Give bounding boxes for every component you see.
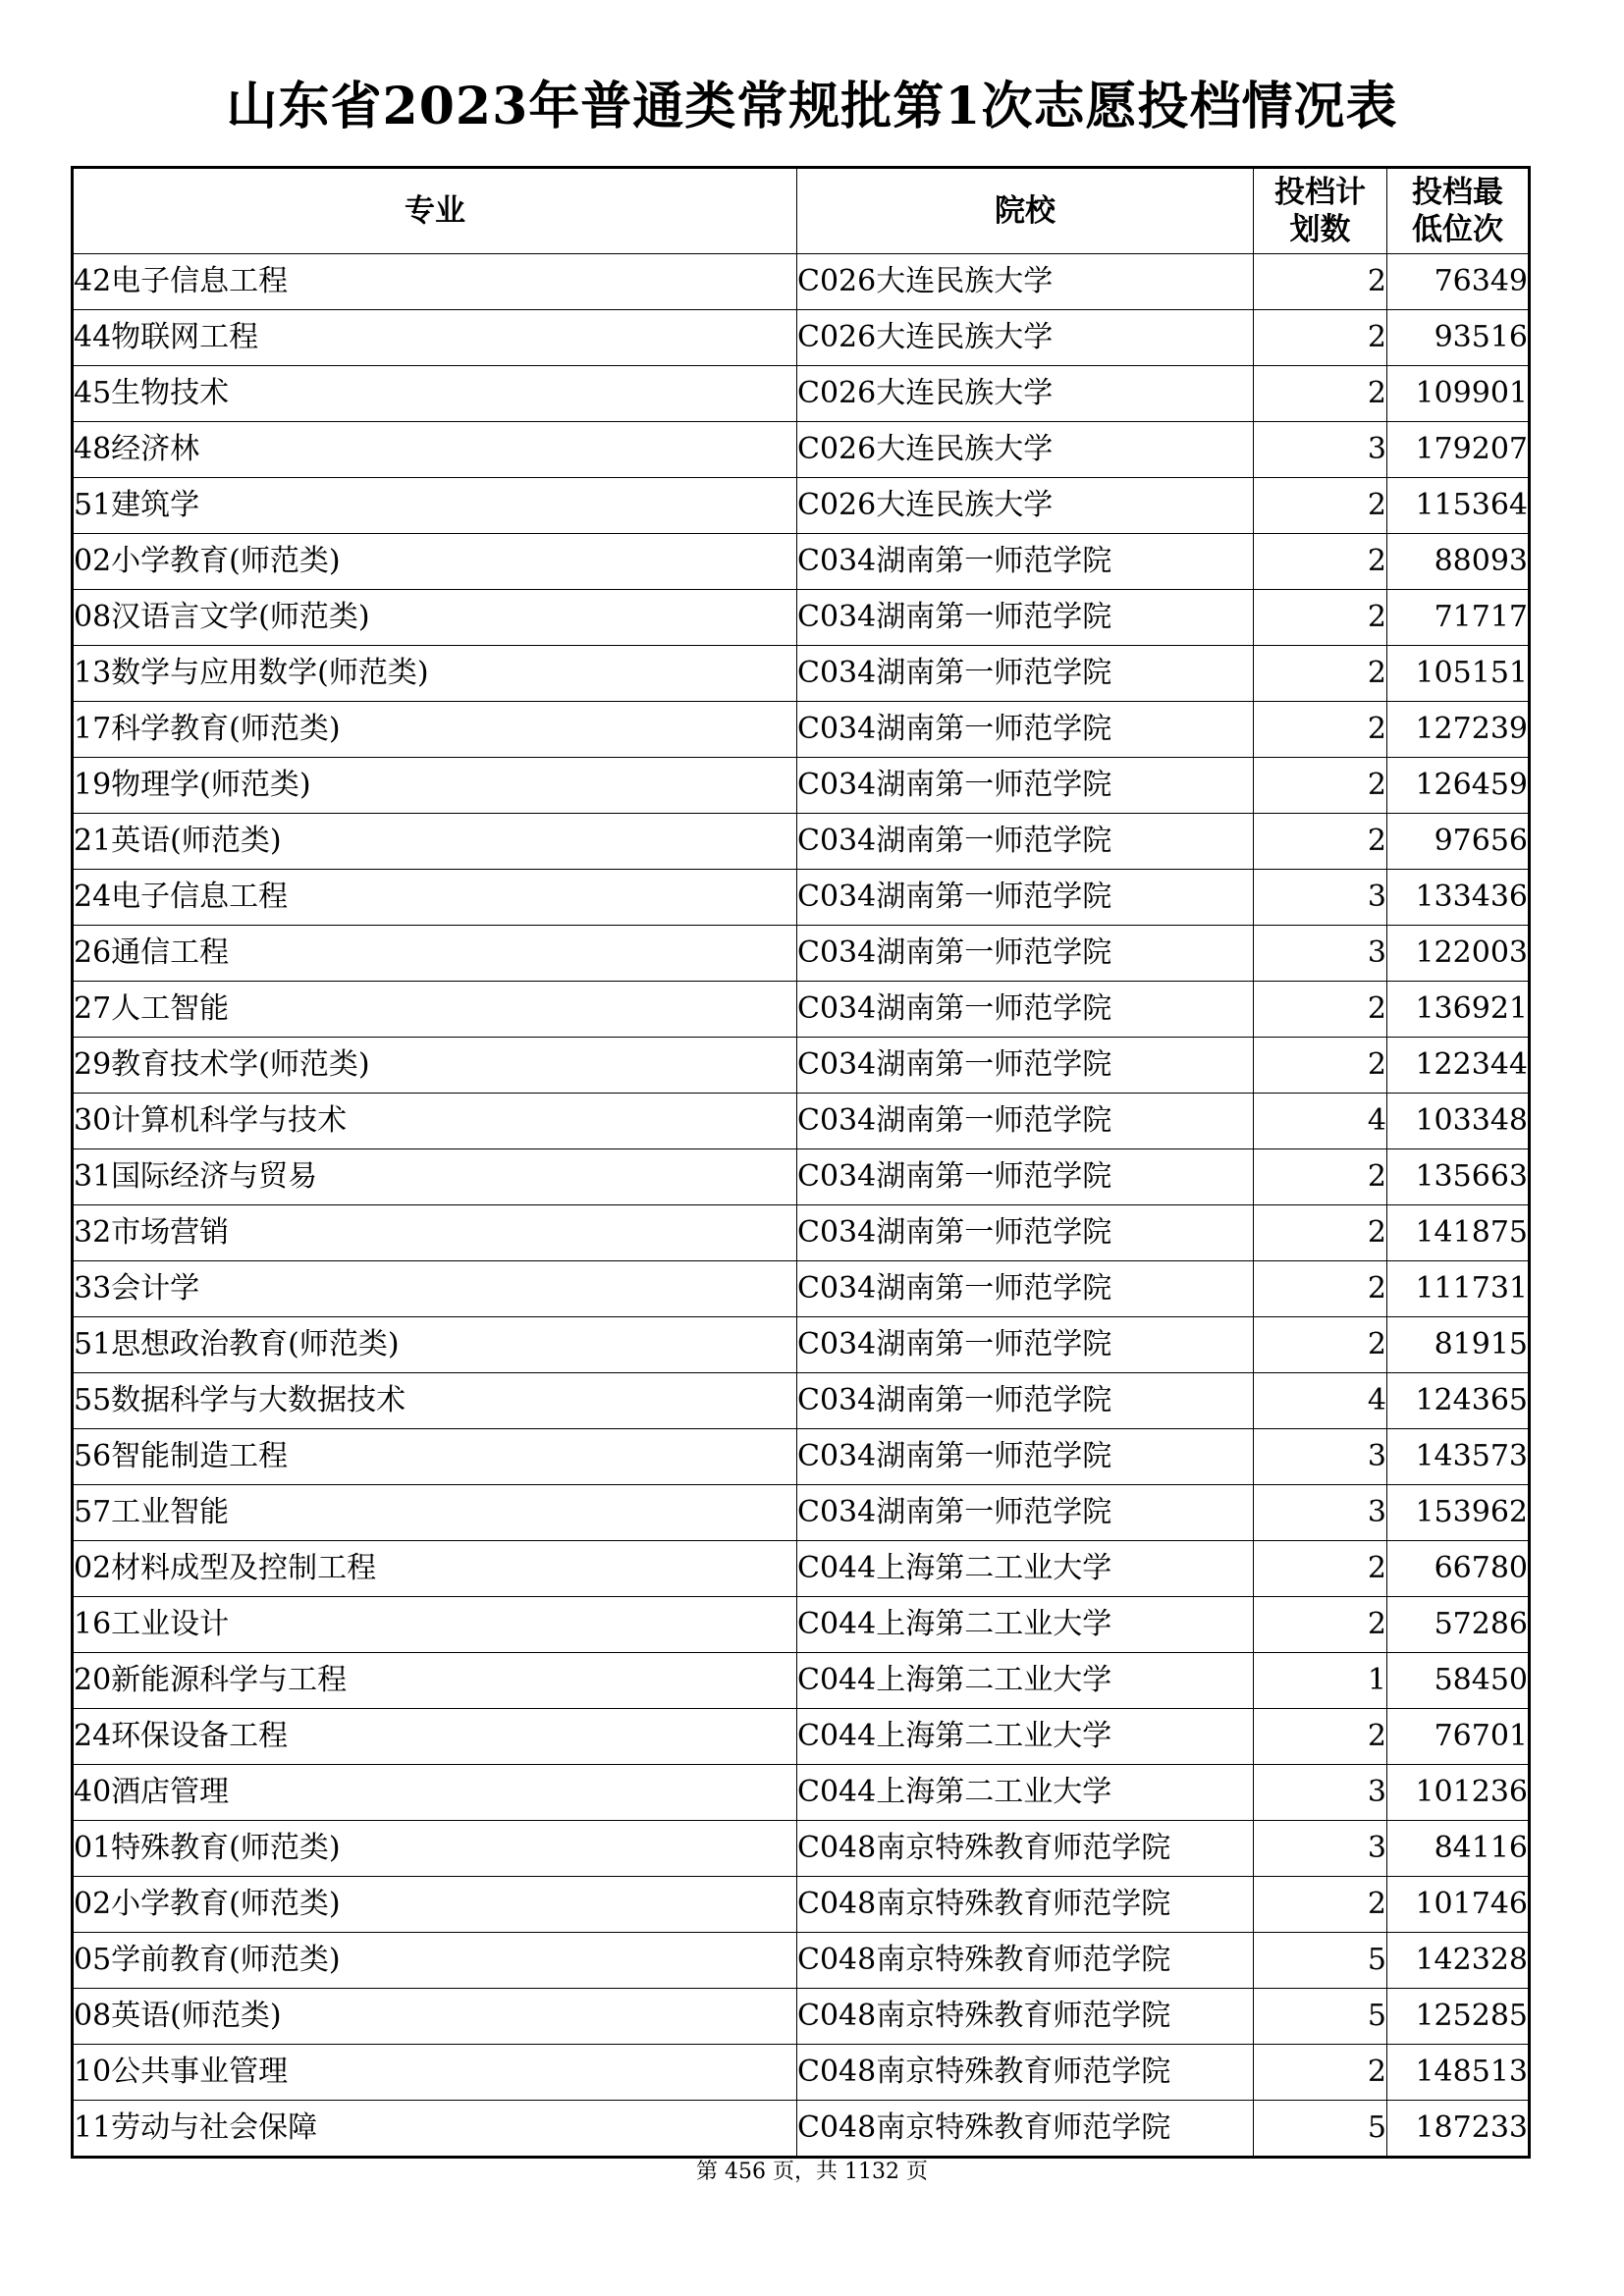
table-row bbox=[73, 926, 1530, 982]
plan-count-cell: 2 bbox=[1254, 1205, 1387, 1261]
major-cell: 17科学教育(师范类) bbox=[73, 702, 797, 758]
lowest-rank-cell: 153962 bbox=[1387, 1485, 1530, 1541]
plan-count-cell: 2 bbox=[1254, 1317, 1387, 1373]
major-cell: 33会计学 bbox=[73, 1261, 797, 1317]
plan-count-cell: 3 bbox=[1254, 870, 1387, 926]
lowest-rank-cell: 66780 bbox=[1387, 1541, 1530, 1597]
lowest-rank-cell: 133436 bbox=[1387, 870, 1530, 926]
table-row bbox=[73, 1989, 1530, 2045]
major-cell: 08英语(师范类) bbox=[73, 1989, 797, 2045]
plan-count-cell: 2 bbox=[1254, 590, 1387, 646]
lowest-rank-cell: 58450 bbox=[1387, 1653, 1530, 1709]
table-row bbox=[73, 1877, 1530, 1933]
lowest-rank-cell: 111731 bbox=[1387, 1261, 1530, 1317]
table-row bbox=[73, 1317, 1530, 1373]
plan-count-cell: 2 bbox=[1254, 1149, 1387, 1205]
table-row bbox=[73, 478, 1530, 534]
major-cell: 56智能制造工程 bbox=[73, 1429, 797, 1485]
major-cell: 13数学与应用数学(师范类) bbox=[73, 646, 797, 702]
header-rank-line1: 投档最 bbox=[1412, 175, 1503, 210]
plan-count-cell: 2 bbox=[1254, 1261, 1387, 1317]
lowest-rank-cell: 122344 bbox=[1387, 1038, 1530, 1094]
table-row bbox=[73, 1765, 1530, 1821]
lowest-rank-cell: 136921 bbox=[1387, 982, 1530, 1038]
plan-count-cell: 2 bbox=[1254, 478, 1387, 534]
table-row bbox=[73, 1597, 1530, 1653]
school-cell: C034湖南第一师范学院 bbox=[797, 926, 1254, 982]
school-cell: C034湖南第一师范学院 bbox=[797, 982, 1254, 1038]
lowest-rank-cell: 101236 bbox=[1387, 1765, 1530, 1821]
table-row bbox=[73, 1429, 1530, 1485]
plan-count-cell: 2 bbox=[1254, 646, 1387, 702]
school-cell: C034湖南第一师范学院 bbox=[797, 1429, 1254, 1485]
school-cell: C026大连民族大学 bbox=[797, 478, 1254, 534]
school-cell: C026大连民族大学 bbox=[797, 254, 1254, 310]
table-row bbox=[73, 1261, 1530, 1317]
plan-count-cell: 3 bbox=[1254, 1429, 1387, 1485]
table-row bbox=[73, 1373, 1530, 1429]
school-cell: C044上海第二工业大学 bbox=[797, 1709, 1254, 1765]
lowest-rank-cell: 93516 bbox=[1387, 310, 1530, 366]
table-row bbox=[73, 1933, 1530, 1989]
lowest-rank-cell: 124365 bbox=[1387, 1373, 1530, 1429]
school-cell: C044上海第二工业大学 bbox=[797, 1597, 1254, 1653]
school-cell: C044上海第二工业大学 bbox=[797, 1653, 1254, 1709]
school-cell: C044上海第二工业大学 bbox=[797, 1765, 1254, 1821]
lowest-rank-cell: 81915 bbox=[1387, 1317, 1530, 1373]
plan-count-cell: 3 bbox=[1254, 1485, 1387, 1541]
table-row bbox=[73, 2045, 1530, 2101]
lowest-rank-cell: 122003 bbox=[1387, 926, 1530, 982]
school-cell: C034湖南第一师范学院 bbox=[797, 1261, 1254, 1317]
school-cell: C034湖南第一师范学院 bbox=[797, 1149, 1254, 1205]
lowest-rank-cell: 76701 bbox=[1387, 1709, 1530, 1765]
lowest-rank-cell: 142328 bbox=[1387, 1933, 1530, 1989]
major-cell: 11劳动与社会保障 bbox=[73, 2101, 797, 2158]
plan-count-cell: 2 bbox=[1254, 1877, 1387, 1933]
major-cell: 08汉语言文学(师范类) bbox=[73, 590, 797, 646]
major-cell: 45生物技术 bbox=[73, 366, 797, 422]
plan-count-cell: 3 bbox=[1254, 1821, 1387, 1877]
school-cell: C034湖南第一师范学院 bbox=[797, 1038, 1254, 1094]
school-cell: C026大连民族大学 bbox=[797, 310, 1254, 366]
major-cell: 21英语(师范类) bbox=[73, 814, 797, 870]
table-row bbox=[73, 1485, 1530, 1541]
table-row bbox=[73, 1821, 1530, 1877]
school-cell: C034湖南第一师范学院 bbox=[797, 590, 1254, 646]
major-cell: 19物理学(师范类) bbox=[73, 758, 797, 814]
header-row bbox=[73, 168, 1530, 254]
plan-count-cell: 5 bbox=[1254, 1989, 1387, 2045]
table-row bbox=[73, 1094, 1530, 1149]
lowest-rank-cell: 115364 bbox=[1387, 478, 1530, 534]
major-cell: 29教育技术学(师范类) bbox=[73, 1038, 797, 1094]
table-row bbox=[73, 254, 1530, 310]
major-cell: 02材料成型及控制工程 bbox=[73, 1541, 797, 1597]
plan-count-cell: 3 bbox=[1254, 926, 1387, 982]
lowest-rank-cell: 101746 bbox=[1387, 1877, 1530, 1933]
table-row bbox=[73, 870, 1530, 926]
header-plan-count bbox=[1254, 168, 1387, 254]
table-row bbox=[73, 422, 1530, 478]
plan-count-cell: 2 bbox=[1254, 758, 1387, 814]
header-rank-line2: 低位次 bbox=[1412, 212, 1503, 247]
lowest-rank-cell: 141875 bbox=[1387, 1205, 1530, 1261]
table-header bbox=[73, 168, 1530, 254]
plan-count-cell: 2 bbox=[1254, 366, 1387, 422]
school-cell: C034湖南第一师范学院 bbox=[797, 870, 1254, 926]
plan-count-cell: 2 bbox=[1254, 254, 1387, 310]
table-row bbox=[73, 1541, 1530, 1597]
lowest-rank-cell: 135663 bbox=[1387, 1149, 1530, 1205]
major-cell: 24环保设备工程 bbox=[73, 1709, 797, 1765]
major-cell: 26通信工程 bbox=[73, 926, 797, 982]
major-cell: 01特殊教育(师范类) bbox=[73, 1821, 797, 1877]
major-cell: 05学前教育(师范类) bbox=[73, 1933, 797, 1989]
plan-count-cell: 4 bbox=[1254, 1373, 1387, 1429]
school-cell: C034湖南第一师范学院 bbox=[797, 1373, 1254, 1429]
lowest-rank-cell: 105151 bbox=[1387, 646, 1530, 702]
major-cell: 02小学教育(师范类) bbox=[73, 1877, 797, 1933]
major-cell: 42电子信息工程 bbox=[73, 254, 797, 310]
plan-count-cell: 2 bbox=[1254, 1597, 1387, 1653]
table-row bbox=[73, 310, 1530, 366]
lowest-rank-cell: 187233 bbox=[1387, 2101, 1530, 2158]
major-cell: 48经济林 bbox=[73, 422, 797, 478]
table-body bbox=[73, 254, 1530, 2158]
plan-count-cell: 5 bbox=[1254, 2101, 1387, 2158]
plan-count-cell: 2 bbox=[1254, 2045, 1387, 2101]
school-cell: C034湖南第一师范学院 bbox=[797, 1205, 1254, 1261]
plan-count-cell: 2 bbox=[1254, 1709, 1387, 1765]
header-major: 专业 bbox=[73, 168, 797, 254]
school-cell: C048南京特殊教育师范学院 bbox=[797, 2101, 1254, 2158]
table-row bbox=[73, 1038, 1530, 1094]
plan-count-cell: 1 bbox=[1254, 1653, 1387, 1709]
lowest-rank-cell: 125285 bbox=[1387, 1989, 1530, 2045]
lowest-rank-cell: 88093 bbox=[1387, 534, 1530, 590]
plan-count-cell: 2 bbox=[1254, 1541, 1387, 1597]
major-cell: 40酒店管理 bbox=[73, 1765, 797, 1821]
major-cell: 10公共事业管理 bbox=[73, 2045, 797, 2101]
school-cell: C044上海第二工业大学 bbox=[797, 1541, 1254, 1597]
lowest-rank-cell: 84116 bbox=[1387, 1821, 1530, 1877]
major-cell: 24电子信息工程 bbox=[73, 870, 797, 926]
major-cell: 27人工智能 bbox=[73, 982, 797, 1038]
table-row bbox=[73, 1205, 1530, 1261]
major-cell: 57工业智能 bbox=[73, 1485, 797, 1541]
lowest-rank-cell: 126459 bbox=[1387, 758, 1530, 814]
major-cell: 44物联网工程 bbox=[73, 310, 797, 366]
major-cell: 02小学教育(师范类) bbox=[73, 534, 797, 590]
school-cell: C034湖南第一师范学院 bbox=[797, 1317, 1254, 1373]
lowest-rank-cell: 76349 bbox=[1387, 254, 1530, 310]
school-cell: C034湖南第一师范学院 bbox=[797, 1094, 1254, 1149]
lowest-rank-cell: 103348 bbox=[1387, 1094, 1530, 1149]
school-cell: C034湖南第一师范学院 bbox=[797, 1485, 1254, 1541]
plan-count-cell: 2 bbox=[1254, 310, 1387, 366]
plan-count-cell: 4 bbox=[1254, 1094, 1387, 1149]
lowest-rank-cell: 179207 bbox=[1387, 422, 1530, 478]
school-cell: C026大连民族大学 bbox=[797, 422, 1254, 478]
table-row bbox=[73, 646, 1530, 702]
major-cell: 31国际经济与贸易 bbox=[73, 1149, 797, 1205]
lowest-rank-cell: 143573 bbox=[1387, 1429, 1530, 1485]
school-cell: C048南京特殊教育师范学院 bbox=[797, 1877, 1254, 1933]
table-row bbox=[73, 758, 1530, 814]
school-cell: C034湖南第一师范学院 bbox=[797, 646, 1254, 702]
major-cell: 55数据科学与大数据技术 bbox=[73, 1373, 797, 1429]
table-row bbox=[73, 2101, 1530, 2158]
plan-count-cell: 2 bbox=[1254, 814, 1387, 870]
table-row bbox=[73, 534, 1530, 590]
lowest-rank-cell: 148513 bbox=[1387, 2045, 1530, 2101]
major-cell: 20新能源科学与工程 bbox=[73, 1653, 797, 1709]
major-cell: 30计算机科学与技术 bbox=[73, 1094, 797, 1149]
school-cell: C048南京特殊教育师范学院 bbox=[797, 1933, 1254, 1989]
plan-count-cell: 2 bbox=[1254, 534, 1387, 590]
school-cell: C048南京特殊教育师范学院 bbox=[797, 2045, 1254, 2101]
header-lowest-rank bbox=[1387, 168, 1530, 254]
major-cell: 51建筑学 bbox=[73, 478, 797, 534]
major-cell: 16工业设计 bbox=[73, 1597, 797, 1653]
school-cell: C034湖南第一师范学院 bbox=[797, 534, 1254, 590]
lowest-rank-cell: 109901 bbox=[1387, 366, 1530, 422]
document-title: 山东省2023年普通类常规批第1次志愿投档情况表 bbox=[226, 77, 1398, 136]
plan-count-cell: 2 bbox=[1254, 1038, 1387, 1094]
table-row bbox=[73, 814, 1530, 870]
table-row bbox=[73, 1653, 1530, 1709]
school-cell: C048南京特殊教育师范学院 bbox=[797, 1989, 1254, 2045]
header-school: 院校 bbox=[797, 168, 1254, 254]
header-plan-line1: 投档计 bbox=[1274, 175, 1366, 210]
plan-count-cell: 3 bbox=[1254, 1765, 1387, 1821]
table-row bbox=[73, 366, 1530, 422]
lowest-rank-cell: 57286 bbox=[1387, 1597, 1530, 1653]
table-row bbox=[73, 590, 1530, 646]
admission-table bbox=[71, 166, 1531, 2159]
page-footer: 第 456 页，共 1132 页 bbox=[696, 2160, 928, 2184]
table-row bbox=[73, 1149, 1530, 1205]
major-cell: 32市场营销 bbox=[73, 1205, 797, 1261]
school-cell: C034湖南第一师范学院 bbox=[797, 814, 1254, 870]
lowest-rank-cell: 127239 bbox=[1387, 702, 1530, 758]
major-cell: 51思想政治教育(师范类) bbox=[73, 1317, 797, 1373]
table-row bbox=[73, 702, 1530, 758]
school-cell: C026大连民族大学 bbox=[797, 366, 1254, 422]
school-cell: C034湖南第一师范学院 bbox=[797, 702, 1254, 758]
table-row bbox=[73, 982, 1530, 1038]
table-row bbox=[73, 1709, 1530, 1765]
lowest-rank-cell: 97656 bbox=[1387, 814, 1530, 870]
plan-count-cell: 3 bbox=[1254, 422, 1387, 478]
plan-count-cell: 2 bbox=[1254, 982, 1387, 1038]
school-cell: C034湖南第一师范学院 bbox=[797, 758, 1254, 814]
plan-count-cell: 2 bbox=[1254, 702, 1387, 758]
lowest-rank-cell: 71717 bbox=[1387, 590, 1530, 646]
header-plan-line2: 划数 bbox=[1289, 212, 1351, 247]
plan-count-cell: 5 bbox=[1254, 1933, 1387, 1989]
school-cell: C048南京特殊教育师范学院 bbox=[797, 1821, 1254, 1877]
